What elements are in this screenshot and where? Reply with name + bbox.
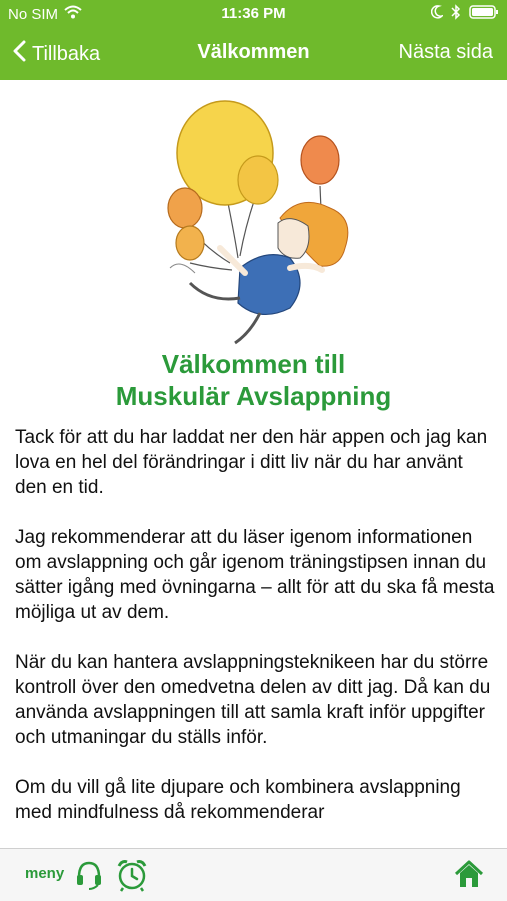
paragraph: Tack för att du har laddat ner den här appen och jag kan lova en hel del förändringar i ditt liv när du har använt den en tid. [15,427,488,498]
menu-button[interactable]: meny [25,865,65,882]
paragraph: Om du vill gå lite djupare och kombinera avslappning med mindfulness då rekommenderar [15,777,461,823]
page-title: Välkommen [197,41,310,63]
paragraph: När du kan hantera avslappningsteknikeen har du större kontroll över den omedvetna delen av ditt jag. Då kan du använda avslappningen till att samla kraft inför uppgifter och utmaningar du ställs inför. [15,652,491,748]
status-bar [0,0,507,28]
next-page-button[interactable]: Nästa sida [398,41,493,63]
back-button-label: Tillbaka [32,42,101,65]
carrier-label: No SIM [8,5,59,23]
home-icon[interactable] [454,859,484,894]
moon-icon [431,5,443,23]
app-header [0,0,507,80]
paragraph: Jag rekommenderar att du läser igenom informationen om avslappning och går igenom träningstipsen innan du sätter igång med övningarna – allt för att du ska få mesta möjliga ut av dem. [15,527,495,623]
status-time: 11:36 PM [221,5,286,22]
alarm-clock-icon[interactable] [116,858,148,897]
bluetooth-icon [451,4,461,24]
navigation-bar [0,28,507,80]
welcome-heading [0,348,507,412]
bottom-tab-bar [0,848,507,901]
scroll-content[interactable] [0,80,507,848]
battery-icon [469,5,499,23]
status-right [431,4,499,24]
welcome-heading-line1: Välkommen till [161,349,346,379]
welcome-heading-line2: Muskulär Avslappning [115,381,392,411]
headset-icon[interactable] [74,859,104,896]
balloon-illustration [150,98,360,348]
body-text [15,425,495,848]
